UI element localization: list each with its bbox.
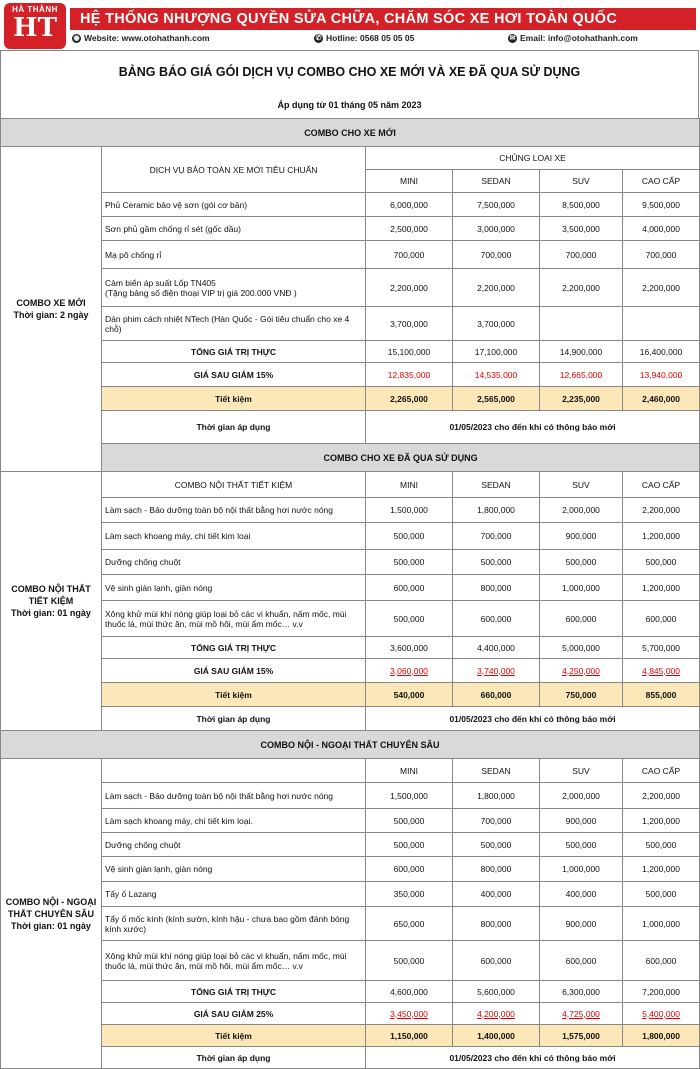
service-name: Xông khử mùi khí nóng giúp loại bỏ các vi khuẩn, nấm mốc, mùi thuốc lá, mùi thức ăn, mùi mồ hôi, mùi ẩm mốc… v.v <box>102 941 366 981</box>
total-label: TỔNG GIÁ TRỊ THỰC <box>102 981 366 1003</box>
price-cell: 2,200,000 <box>366 269 453 307</box>
car-type-header: CHỦNG LOẠI XE <box>366 147 700 170</box>
saving-cell: 750,000 <box>540 683 623 707</box>
table-row <box>1 307 700 341</box>
price-cell: 500,000 <box>540 833 623 857</box>
price-cell: 3,700,000 <box>453 307 540 341</box>
total-cell: 15,100,000 <box>366 341 453 363</box>
service-name: Sơn phủ gầm chống rỉ sét (gốc dầu) <box>102 217 366 241</box>
table-row <box>1 147 700 170</box>
banner-title: HỆ THỐNG NHƯỢNG QUYỀN SỬA CHỮA, CHĂM SÓC XE HƠI TOÀN QUỐC <box>70 8 696 30</box>
column-header-row <box>1 759 700 783</box>
total-row <box>1 981 700 1003</box>
website-text: Website: www.otohathanh.com <box>84 33 210 43</box>
discount-label: GIÁ SAU GIẢM 25% <box>102 1003 366 1025</box>
discount-cell: 4,845,000 <box>623 659 700 683</box>
total-cell: 4,400,000 <box>453 637 540 659</box>
table-row <box>1 550 700 575</box>
price-cell: 1,800,000 <box>453 498 540 523</box>
col-sedan: SEDAN <box>453 170 540 193</box>
service-header: DỊCH VỤ BẢO TOÀN XE MỚI TIÊU CHUẨN <box>102 147 366 193</box>
logo-monogram: HT <box>13 13 57 43</box>
price-cell: 800,000 <box>453 907 540 941</box>
price-cell: 900,000 <box>540 907 623 941</box>
price-cell: 2,000,000 <box>540 498 623 523</box>
saving-cell: 660,000 <box>453 683 540 707</box>
section-heading-row <box>1 119 700 147</box>
price-table <box>0 118 700 1069</box>
price-cell: 1,500,000 <box>366 783 453 809</box>
service-name: Dưỡng chống chuột <box>102 550 366 575</box>
header <box>0 0 700 50</box>
price-cell: 500,000 <box>453 550 540 575</box>
hotline-text: Hotline: 0568 05 05 05 <box>326 33 415 43</box>
price-cell: 800,000 <box>453 575 540 601</box>
combo-label <box>1 147 102 472</box>
service-name: Mạ pô chống rỉ <box>102 241 366 269</box>
total-label: TỔNG GIÁ TRỊ THỰC <box>102 341 366 363</box>
discount-label: GIÁ SAU GIẢM 15% <box>102 363 366 387</box>
service-name: Dán phim cách nhiệt NTech (Hàn Quốc - Gói tiêu chuẩn cho xe 4 chỗ) <box>102 307 366 341</box>
saving-label: Tiết kiệm <box>102 1025 366 1047</box>
combo-time: Thời gian: 01 ngày <box>11 920 91 931</box>
price-cell: 1,200,000 <box>623 575 700 601</box>
col-suv: SUV <box>540 170 623 193</box>
table-row <box>1 601 700 637</box>
service-header-empty <box>102 759 366 783</box>
col-cao-cap: CAO CẤP <box>623 759 700 783</box>
service-name: Dưỡng chống chuột <box>102 833 366 857</box>
price-cell: 1,200,000 <box>623 523 700 550</box>
price-cell: 9,500,000 <box>623 193 700 217</box>
price-cell: 500,000 <box>623 833 700 857</box>
total-cell: 3,600,000 <box>366 637 453 659</box>
saving-label: Tiết kiệm <box>102 387 366 411</box>
saving-cell: 1,575,000 <box>540 1025 623 1047</box>
price-cell: 500,000 <box>623 882 700 907</box>
total-cell: 4,600,000 <box>366 981 453 1003</box>
table-row <box>1 882 700 907</box>
total-label: TỔNG GIÁ TRỊ THỰC <box>102 637 366 659</box>
period-value: 01/05/2023 cho đến khi có thông báo mới <box>366 1047 700 1069</box>
discount-cell: 3,450,000 <box>366 1003 453 1025</box>
saving-row <box>1 1025 700 1047</box>
discount-cell: 12,665,000 <box>540 363 623 387</box>
page-title: BẢNG BÁO GIÁ GÓI DỊCH VỤ COMBO CHO XE MỚI VÀ XE ĐÃ QUA SỬ DỤNG <box>118 65 581 79</box>
combo-title: COMBO NỘI THẤT TIẾT KIỆM <box>11 584 91 606</box>
col-cao-cap: CAO CẤP <box>623 472 700 498</box>
service-name: Làm sạch khoang máy, chi tiết kim loại. <box>102 809 366 833</box>
period-label: Thời gian áp dụng <box>102 411 366 444</box>
saving-cell: 1,150,000 <box>366 1025 453 1047</box>
price-cell: 2,200,000 <box>540 269 623 307</box>
total-cell: 6,300,000 <box>540 981 623 1003</box>
price-cell: 1,000,000 <box>540 857 623 882</box>
price-cell: 3,500,000 <box>540 217 623 241</box>
period-row <box>1 707 700 731</box>
table-row <box>1 809 700 833</box>
service-header: COMBO NỘI THẤT TIẾT KIỆM <box>102 472 366 498</box>
price-cell: 500,000 <box>366 833 453 857</box>
saving-label: Tiết kiệm <box>102 683 366 707</box>
price-cell: 2,200,000 <box>623 269 700 307</box>
price-cell: 1,500,000 <box>366 498 453 523</box>
price-cell: 3,000,000 <box>453 217 540 241</box>
col-mini: MINI <box>366 472 453 498</box>
table-row <box>1 941 700 981</box>
service-name: Xông khử mùi khí nóng giúp loại bỏ các vi khuẩn, nấm mốc, mùi thuốc lá, mùi thức ăn, mùi mồ hôi, mùi ẩm mốc… v.v <box>102 601 366 637</box>
total-cell: 17,100,000 <box>453 341 540 363</box>
price-cell: 2,500,000 <box>366 217 453 241</box>
service-name-line: Cảm biến áp suất Lốp TN405 <box>105 277 216 288</box>
price-cell: 700,000 <box>453 809 540 833</box>
price-cell: 700,000 <box>366 241 453 269</box>
price-cell: 1,000,000 <box>623 907 700 941</box>
price-cell: 700,000 <box>540 241 623 269</box>
table-row <box>1 498 700 523</box>
price-cell: 1,200,000 <box>623 809 700 833</box>
service-name: Làm sạch - Bảo dưỡng toàn bộ nội thất bằng hơi nước nóng <box>102 498 366 523</box>
price-cell: 500,000 <box>366 941 453 981</box>
col-sedan: SEDAN <box>453 472 540 498</box>
col-sedan: SEDAN <box>453 759 540 783</box>
saving-cell: 2,565,000 <box>453 387 540 411</box>
saving-cell: 2,460,000 <box>623 387 700 411</box>
price-cell: 8,500,000 <box>540 193 623 217</box>
brand-logo[interactable] <box>4 3 66 49</box>
price-cell: 900,000 <box>540 809 623 833</box>
applied-date: Áp dụng từ 01 tháng 05 năm 2023 <box>277 100 422 110</box>
section-heading: COMBO CHO XE MỚI <box>1 119 700 147</box>
price-cell: 600,000 <box>453 601 540 637</box>
discount-label: GIÁ SAU GIẢM 15% <box>102 659 366 683</box>
mail-icon: ✉ <box>509 35 516 43</box>
service-name: Tẩy ố mốc kính (kính sườn, kính hậu - chưa bao gồm đánh bóng kính xước) <box>102 907 366 941</box>
saving-cell: 1,400,000 <box>453 1025 540 1047</box>
col-mini: MINI <box>366 759 453 783</box>
discount-cell: 4,725,000 <box>540 1003 623 1025</box>
section-heading-row <box>1 731 700 759</box>
combo-title: COMBO XE MỚI <box>16 298 86 308</box>
section-heading-row <box>1 444 700 472</box>
price-cell: 700,000 <box>623 241 700 269</box>
price-cell <box>623 307 700 341</box>
price-cell: 600,000 <box>453 941 540 981</box>
discount-cell: 4,200,000 <box>453 1003 540 1025</box>
section-heading: COMBO CHO XE ĐÃ QUA SỬ DỤNG <box>102 444 700 472</box>
price-cell: 400,000 <box>453 882 540 907</box>
service-name: Vệ sinh giàn lạnh, giàn nóng <box>102 575 366 601</box>
price-cell: 600,000 <box>623 601 700 637</box>
service-name: Tẩy ố Lazang <box>102 882 366 907</box>
service-name: Làm sạch khoang máy, chi tiết kim loại <box>102 523 366 550</box>
discount-cell: 5,400,000 <box>623 1003 700 1025</box>
period-row <box>1 411 700 444</box>
website-contact[interactable] <box>72 33 210 43</box>
price-cell: 350,000 <box>366 882 453 907</box>
price-cell <box>540 307 623 341</box>
total-cell: 5,600,000 <box>453 981 540 1003</box>
price-cell: 600,000 <box>540 601 623 637</box>
price-cell: 2,200,000 <box>623 783 700 809</box>
logo-brand-text: HÀ THÀNH <box>12 5 58 14</box>
table-row <box>1 241 700 269</box>
total-cell: 5,700,000 <box>623 637 700 659</box>
combo-label <box>1 472 102 731</box>
service-name: Vệ sinh giàn lạnh, giàn nóng <box>102 857 366 882</box>
service-name-note: (Tặng bảng số điện thoại VIP trị giá 200.000 VNĐ ) <box>105 287 297 298</box>
combo-time: Thời gian: 2 ngày <box>13 310 89 320</box>
combo-time: Thời gian: 01 ngày <box>11 608 91 618</box>
price-cell: 600,000 <box>366 857 453 882</box>
price-cell: 500,000 <box>453 833 540 857</box>
period-value: 01/05/2023 cho đến khi có thông báo mới <box>366 707 700 731</box>
period-label: Thời gian áp dụng <box>102 1047 366 1069</box>
discount-cell: 3,060,000 <box>366 659 453 683</box>
price-cell: 700,000 <box>453 523 540 550</box>
period-value: 01/05/2023 cho đến khi có thông báo mới <box>366 411 700 444</box>
table-row <box>1 857 700 882</box>
service-name <box>102 269 366 307</box>
price-cell: 1,000,000 <box>540 575 623 601</box>
price-cell: 600,000 <box>540 941 623 981</box>
globe-icon: ◉ <box>73 35 80 43</box>
table-row <box>1 193 700 217</box>
price-cell: 500,000 <box>366 523 453 550</box>
table-row <box>1 575 700 601</box>
saving-row <box>1 387 700 411</box>
price-cell: 500,000 <box>366 550 453 575</box>
phone-icon: ✆ <box>315 35 322 43</box>
price-cell: 600,000 <box>366 575 453 601</box>
col-suv: SUV <box>540 759 623 783</box>
col-cao-cap: CAO CẤP <box>623 170 700 193</box>
col-suv: SUV <box>540 472 623 498</box>
table-row <box>1 783 700 809</box>
price-cell: 400,000 <box>540 882 623 907</box>
column-header-row <box>1 472 700 498</box>
saving-cell: 2,265,000 <box>366 387 453 411</box>
discount-cell: 14,535,000 <box>453 363 540 387</box>
discount-row <box>1 363 700 387</box>
price-cell: 500,000 <box>366 601 453 637</box>
col-mini: MINI <box>366 170 453 193</box>
saving-cell: 855,000 <box>623 683 700 707</box>
price-cell: 6,000,000 <box>366 193 453 217</box>
period-row <box>1 1047 700 1069</box>
table-row <box>1 907 700 941</box>
price-cell: 650,000 <box>366 907 453 941</box>
table-row <box>1 523 700 550</box>
service-name: Làm sạch - Bảo dưỡng toàn bộ nội thất bằng hơi nước nóng <box>102 783 366 809</box>
discount-cell: 12,835,000 <box>366 363 453 387</box>
total-row <box>1 637 700 659</box>
table-row <box>1 269 700 307</box>
saving-row <box>1 683 700 707</box>
table-row <box>1 833 700 857</box>
saving-cell: 2,235,000 <box>540 387 623 411</box>
discount-cell: 3,740,000 <box>453 659 540 683</box>
price-cell: 900,000 <box>540 523 623 550</box>
price-cell: 600,000 <box>623 941 700 981</box>
price-cell: 1,800,000 <box>453 783 540 809</box>
discount-cell: 4,250,000 <box>540 659 623 683</box>
service-name: Phủ Ceramic bảo vệ sơn (gói cơ bản) <box>102 193 366 217</box>
price-cell: 500,000 <box>540 550 623 575</box>
total-cell: 5,000,000 <box>540 637 623 659</box>
price-cell: 700,000 <box>453 241 540 269</box>
price-cell: 500,000 <box>623 550 700 575</box>
hotline-contact[interactable] <box>314 33 414 43</box>
price-cell: 7,500,000 <box>453 193 540 217</box>
title-box <box>0 50 699 118</box>
price-cell: 3,700,000 <box>366 307 453 341</box>
section-heading: COMBO NỘI - NGOẠI THẤT CHUYÊN SÂU <box>1 731 700 759</box>
total-cell: 7,200,000 <box>623 981 700 1003</box>
email-contact[interactable] <box>508 33 638 43</box>
price-cell: 800,000 <box>453 857 540 882</box>
price-cell: 500,000 <box>366 809 453 833</box>
total-cell: 14,900,000 <box>540 341 623 363</box>
saving-cell: 1,800,000 <box>623 1025 700 1047</box>
discount-row <box>1 659 700 683</box>
total-cell: 16,400,000 <box>623 341 700 363</box>
period-label: Thời gian áp dụng <box>102 707 366 731</box>
email-text: Email: info@otohathanh.com <box>520 33 638 43</box>
total-row <box>1 341 700 363</box>
price-cell: 4,000,000 <box>623 217 700 241</box>
saving-cell: 540,000 <box>366 683 453 707</box>
price-cell: 2,000,000 <box>540 783 623 809</box>
discount-row <box>1 1003 700 1025</box>
discount-cell: 13,940,000 <box>623 363 700 387</box>
price-cell: 2,200,000 <box>453 269 540 307</box>
combo-label <box>1 759 102 1069</box>
price-cell: 2,200,000 <box>623 498 700 523</box>
price-cell: 1,200,000 <box>623 857 700 882</box>
combo-title: COMBO NỘI - NGOẠI THẤT CHUYÊN SÂU <box>5 896 97 919</box>
table-row <box>1 217 700 241</box>
